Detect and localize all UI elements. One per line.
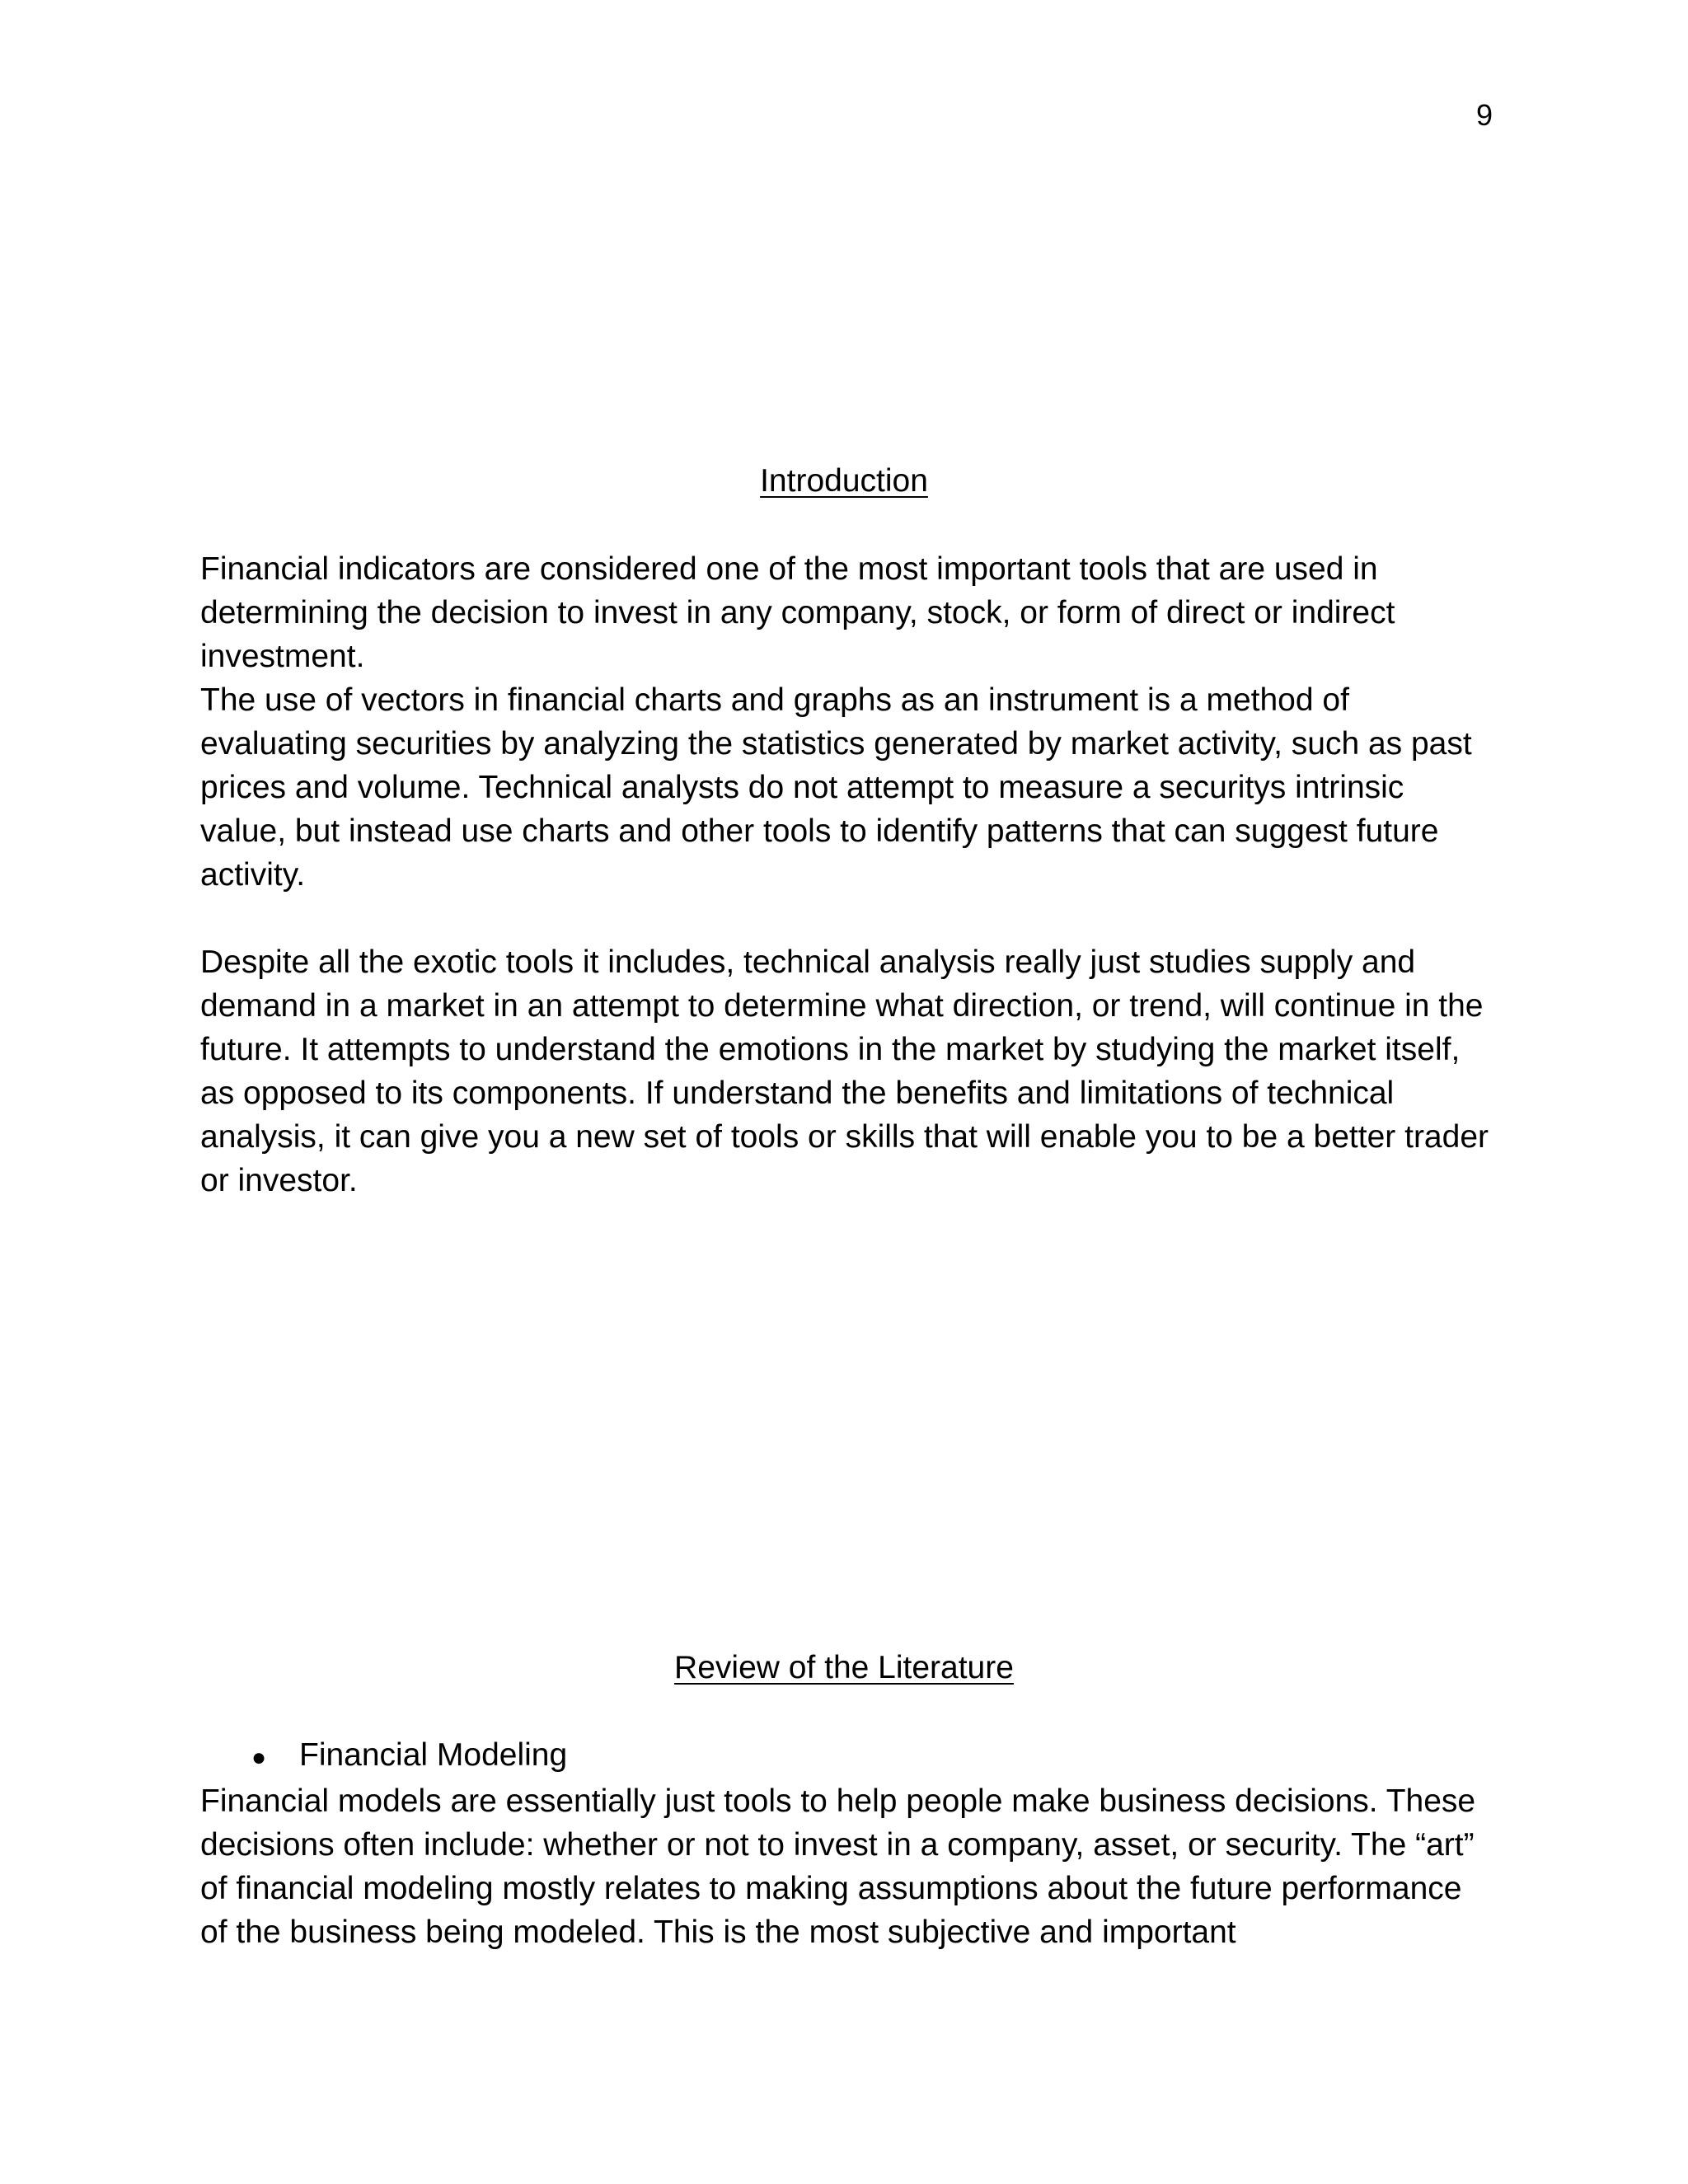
page-number: 9 <box>1475 98 1493 132</box>
introduction-heading <box>0 459 1688 503</box>
introduction-heading-text: Introduction <box>760 463 928 499</box>
literature-heading-text: Review of the Literature <box>674 1650 1014 1685</box>
introduction-body <box>200 547 1494 1202</box>
literature-heading <box>0 1646 1688 1690</box>
literature-paragraph-1: Financial models are essentially just tools to help people make business decisions. These decisions often include: whether or not to invest in a company, asset, or security. The “art” of financial modeling mostly relates to making assumptions about the future performance of the business being modeled. This is the most subjective and important <box>200 1783 1476 1950</box>
bullet-item-financial-modeling <box>251 1733 1494 1779</box>
literature-body <box>200 1733 1494 1954</box>
bullet-icon: ● <box>251 1744 267 1771</box>
bullet-label: Financial Modeling <box>299 1737 568 1773</box>
introduction-paragraph-1: Financial indicators are considered one of the most important tools that are used in determining the decision to invest in any company, stock, or form of direct or indirect investment. <box>200 551 1395 674</box>
introduction-paragraph-2: The use of vectors in financial charts and graphs as an instrument is a method of evaluating securities by analyzing the statistics generated by market activity, such as past prices and volume. Technical analysts do not attempt to measure a securitys intrinsic value, but instead use charts and other tools to identify patterns that can suggest future activity. <box>200 682 1472 893</box>
introduction-paragraph-3: Despite all the exotic tools it includes, technical analysis really just studies supply and demand in a market in an attempt to determine what direction, or trend, will continue in the future. It attempts to understand the emotions in the market by studying the market itself, as opposed to its components. If understand the benefits and limitations of technical analysis, it can give you a new set of tools or skills that will enable you to be a better trader or investor. <box>200 944 1489 1198</box>
